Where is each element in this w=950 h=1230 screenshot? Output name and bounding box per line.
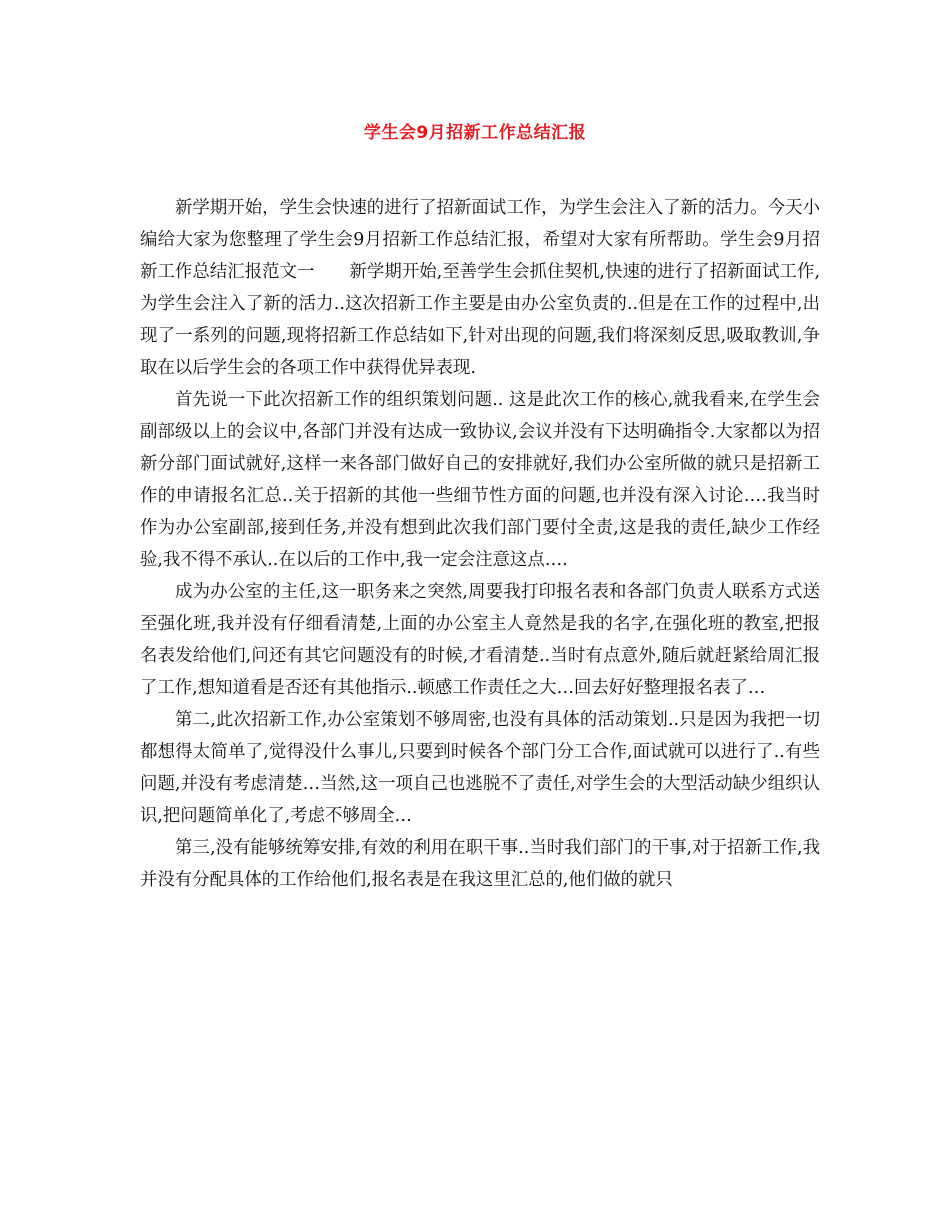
document-body [140, 192, 820, 896]
paragraph-office-director: 成为办公室的主任,这一职务来之突然,周要我打印报名表和各部门负责人联系方式送至强化班,我并没有仔细看清楚,上面的办公室主人竟然是我的名字,在强化班的教室,把报名表发给他们,问还有其它问题没有的时候,才看清楚..当时有点意外,随后就赶紧给周汇报了工作,想知道看是否还有其他指示..顿感工作责任之大…回去好好整理报名表了… [140, 582, 820, 698]
paragraph-planning: 首先说一下此次招新工作的组织策划问题.. 这是此次工作的核心,就我看来,在学生会副部级以上的会议中,各部门并没有达成一致协议,会议并没有下达明确指令.大家都以为招新分部门面试就好,这样一来各部门做好自己的安排就好,我们办公室所做的就只是招新工作的申请报名汇总..关于招新的其他一些细节性方面的问题,也并没有深入讨论….我当时作为办公室副部,接到任务,并没有想到此次我们部门要付全责,这是我的责任,缺少工作经验,我不得不承认..在以后的工作中,我一定会注意这点…. [140, 390, 820, 570]
paragraph-intro: 新学期开始，学生会快速的进行了招新面试工作，为学生会注入了新的活力。今天小编给大家为您整理了学生会9月招新工作总结汇报，希望对大家有所帮助。学生会9月招新工作总结汇报范文一 新学期开始,至善学生会抓住契机,快速的进行了招新面试工作,为学生会注入了新的活力..这次招新工作主要是由办公室负责的..但是在工作的过程中,出现了一系列的问题,现将招新工作总结如下,针对出现的问题,我们将深刻反思,吸取教训,争取在以后学生会的各项工作中获得优异表现. [140, 198, 820, 378]
document-title: 学生会9月招新工作总结汇报 [363, 123, 587, 143]
paragraph-third: 第三,没有能够统筹安排,有效的利用在职干事..当时我们部门的干事,对于招新工作,我并没有分配具体的工作给他们,报名表是在我这里汇总的,他们做的就只 [140, 838, 820, 890]
paragraph-second: 第二,此次招新工作,办公室策划不够周密,也没有具体的活动策划..只是因为我把一切都想得太简单了,觉得没什么事儿,只要到时候各个部门分工合作,面试就可以进行了..有些问题,并没有考虑清楚…当然,这一项自己也逃脱不了责任,对学生会的大型活动缺少组织认识,把问题简单化了,考虑不够周全… [140, 710, 820, 826]
